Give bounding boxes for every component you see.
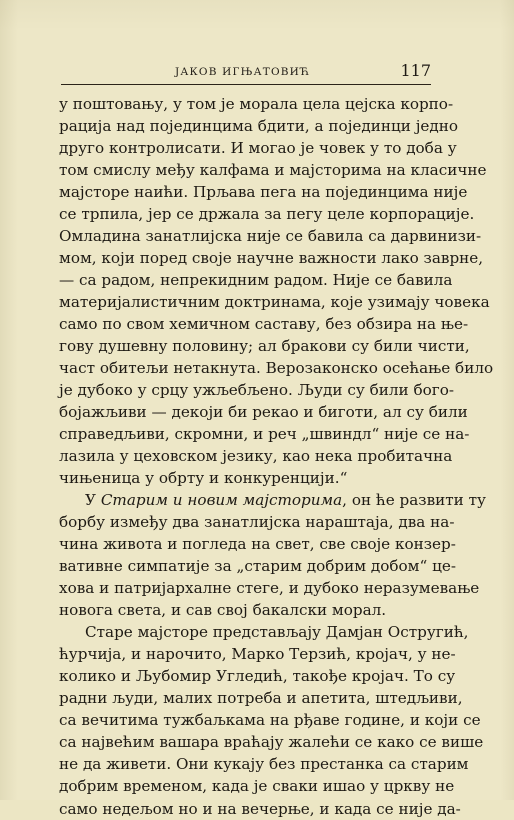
text-line: борбу између два занатлијска нараштаја, два на- <box>59 513 455 532</box>
text-line: вативне симпатије за „старим добрим добом“ це- <box>59 557 456 576</box>
text-line: рација над појединцима бдити, а појединци једно <box>59 117 459 136</box>
text-line: са највећим вашара враћају жалећи се како се више <box>59 733 484 752</box>
text-line: друго контролисати. И могао је човек у то доба у <box>59 139 457 158</box>
header-rule <box>61 84 431 85</box>
text-line: са вечитима тужбаљкама на рђаве године, и који се <box>59 711 481 730</box>
text-line: Омладина занатлијска није се бавила са дарвинизи- <box>59 227 482 246</box>
text-line: част обитељи нетакнута. Верозаконско осећање било <box>59 359 494 378</box>
text-line: материјалистичним доктринама, које узимају човека <box>59 293 490 312</box>
text-line: добрим временом, када је сваки ишао у цркву не <box>59 777 455 796</box>
book-title: Старим и новим мајсторима <box>100 491 343 510</box>
text-line: само по свом хемичном саставу, без обзира на ње- <box>59 315 469 334</box>
text-line: је дубоко у срцу ужљебљено. Људи су били бого- <box>59 381 455 400</box>
text-line: радни људи, малих потреба и апетита, штедљиви, <box>59 689 463 708</box>
text-line: чина живота и погледа на свет, све своје конзер- <box>59 535 456 554</box>
text-line: мом, који поред своје научне важности лако заврне, <box>59 249 484 268</box>
text-line: се трпила, јер се држала за пегу целе корпорације. <box>59 205 475 224</box>
text-line: чињеница у обрту и конкуренцији.“ <box>59 469 348 488</box>
text-line: колико и Љубомир Угледић, такође кројач. То су <box>59 667 456 686</box>
text-line: бојажљиви — декоји би рекао и биготи, ал су били <box>59 403 468 422</box>
text-line: новога света, и сав свој бакалски морал. <box>59 601 387 620</box>
running-head: ЈАКОВ ИГЊАТОВИЋ <box>175 66 311 78</box>
text-line: том смислу међу калфама и мајсторима на класичне <box>59 161 487 180</box>
paragraph-start: Старе мајсторе представљају Дамјан Остругић, <box>85 623 469 642</box>
text-line: ћурчија, и нарочито, Марко Терзић, кројач, у не- <box>59 645 456 664</box>
text-line: не да живети. Они кукају без престанка са старим <box>59 755 469 774</box>
text-line: хова и патријархалне стеге, и дубоко неразумевање <box>59 579 480 598</box>
text-line: само недељом но и на вечерње, и када се није да- <box>59 799 461 818</box>
page-number: 117 <box>400 61 431 80</box>
paragraph-start: У Старим и новим мајсторима, он ће развити ту <box>85 491 486 510</box>
text-line: мајсторе наићи. Прљава пега на појединцима није <box>59 183 468 202</box>
page-header <box>61 62 431 82</box>
text-line: справедљиви, скромни, и реч „швиндл“ није се на- <box>59 425 470 444</box>
text-line: гову душевну половину; ал бракови су били чисти, <box>59 337 470 356</box>
text-line: лазила у цеховском језику, као нека пробитачна <box>59 447 453 466</box>
body-text <box>59 93 494 820</box>
text-line: у поштовању, у том је морала цела цејска корпо- <box>59 95 454 113</box>
text-line: — са радом, непрекидним радом. Није се бавила <box>59 271 453 290</box>
